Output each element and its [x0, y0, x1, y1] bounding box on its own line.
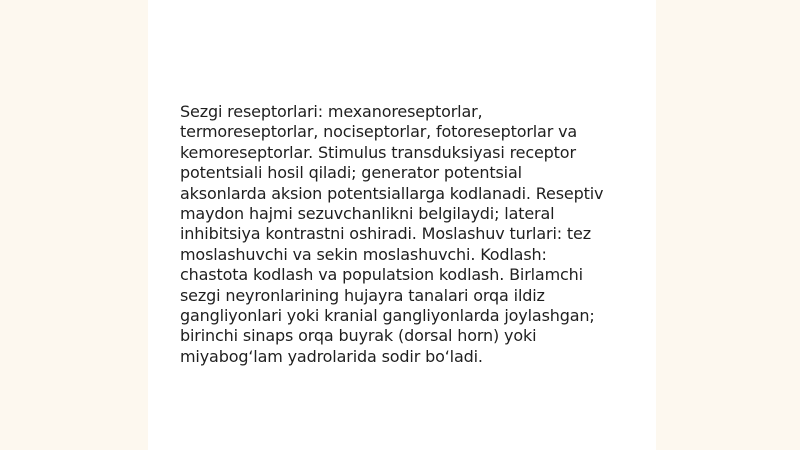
- paragraph-line: aksonlarda aksion potentsiallarga kodlanadi. Reseptiv: [180, 183, 604, 203]
- paragraph-line: potentsiali hosil qiladi; generator potentsial: [180, 163, 522, 183]
- document-page: [148, 0, 656, 450]
- paragraph-line: Sezgi reseptorlari: mexanoreseptorlar,: [180, 102, 483, 121]
- paragraph-line: inhibitsiya kontrastni oshiradi. Moslashuv turlari: tez: [180, 224, 591, 244]
- paragraph-line: chastota kodlash va populatsion kodlash. Birlamchi: [180, 265, 583, 285]
- paragraph-line: moslashuvchi va sekin moslashuvchi. Kodlash:: [180, 244, 547, 264]
- paragraph-line: birinchi sinaps orqa buyrak (dorsal horn) yoki: [180, 326, 537, 346]
- paragraph-line: termoreseptorlar, nociseptorlar, fotoreseptorlar va: [180, 122, 578, 142]
- paragraph-line: maydon hajmi sezuvchanlikni belgilaydi; lateral: [180, 204, 555, 224]
- paragraph-line: miyabog‘lam yadrolarida sodir bo‘ladi.: [180, 346, 483, 366]
- paragraph-line: kemoreseptorlar. Stimulus transduksiyasi receptor: [180, 142, 576, 162]
- paragraph-line: sezgi neyronlarining hujayra tanalari orqa ildiz: [180, 285, 545, 305]
- body-paragraph: [180, 102, 628, 367]
- paragraph-line: gangliyonlari yoki kranial gangliyonlarda joylashgan;: [180, 306, 595, 326]
